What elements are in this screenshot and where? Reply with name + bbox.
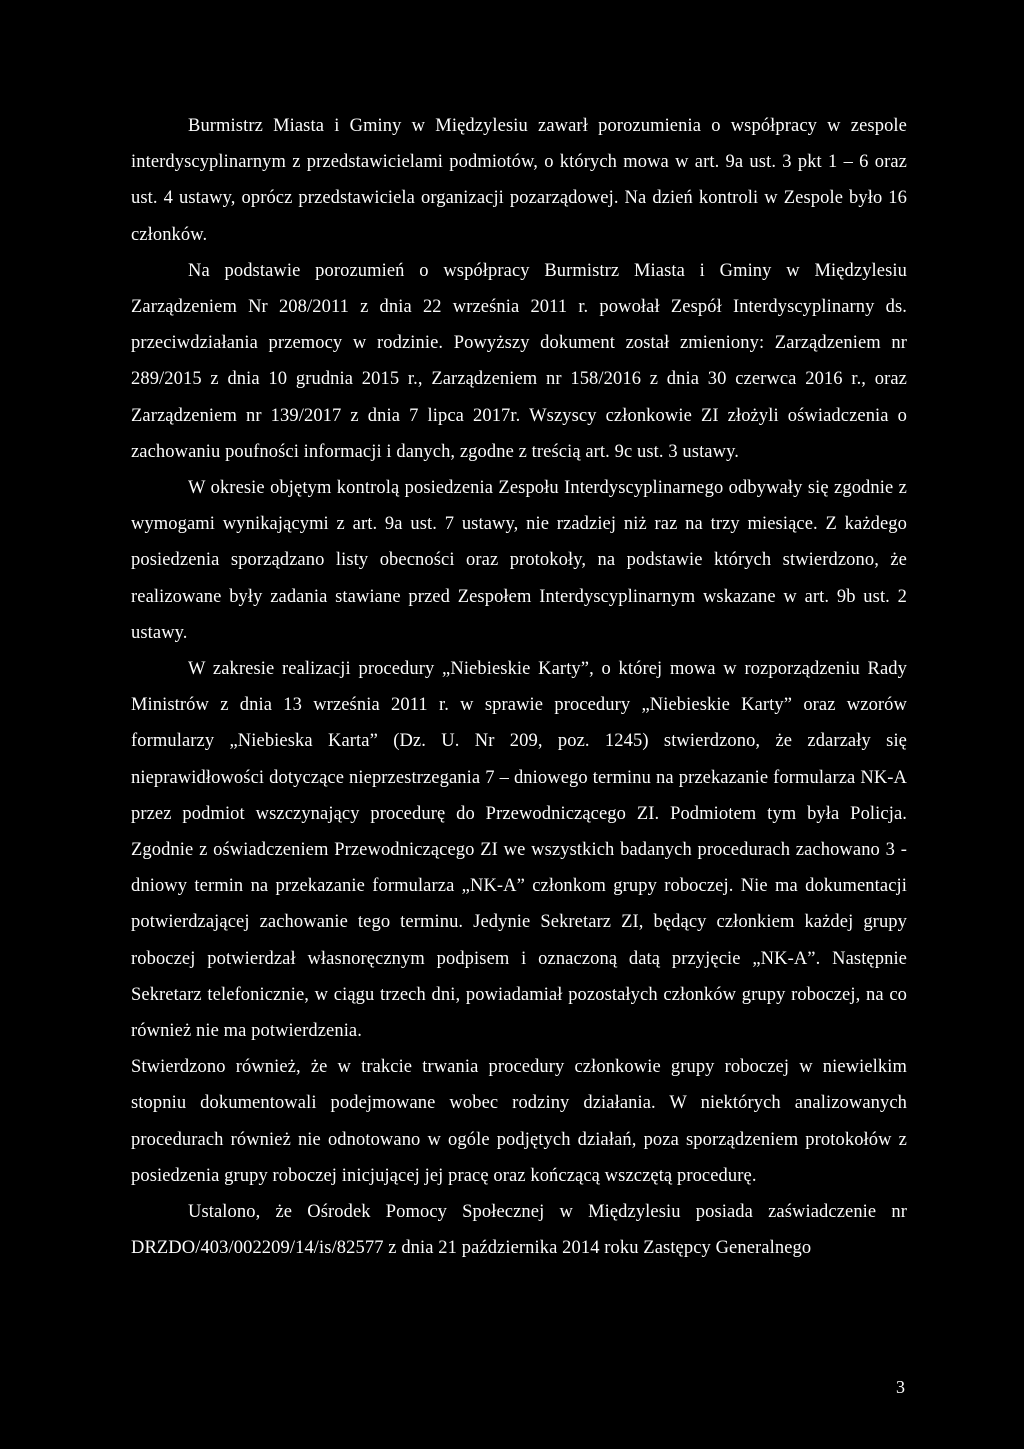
paragraph-2: Na podstawie porozumień o współpracy Burmistrz Miasta i Gminy w Międzylesiu Zarządzeniem Nr 208/2011 z dnia 22 września 2011 r. powołał Zespół Interdyscyplinarny ds. przeciwdziałania przemocy w rodzinie. Powyższy dokument został zmieniony: Zarządzeniem nr 289/2015 z dnia 10 grudnia 2015 r., Zarządzeniem nr 158/2016 z dnia 30 czerwca 2016 r., oraz Zarządzeniem nr 139/2017 z dnia 7 lipca 2017r. Wszyscy członkowie ZI złożyli oświadczenia o zachowaniu poufności informacji i danych, zgodne z treścią art. 9c ust. 3 ustawy. — [131, 260, 907, 462]
paragraph-3: W okresie objętym kontrolą posiedzenia Zespołu Interdyscyplinarnego odbywały się zgodnie z wymogami wynikającymi z art. 9a ust. 7 ustawy, nie rzadziej niż raz na trzy miesiące. Z każdego posiedzenia sporządzano listy obecności oraz protokoły, na podstawie których stwierdzono, że realizowane były zadania stawiane przed Zespołem Interdyscyplinarnym wskazane w art. 9b ust. 2 ustawy. — [131, 478, 907, 643]
paragraph-6: Ustalono, że Ośrodek Pomocy Społecznej w Międzylesiu posiada zaświadczenie nr DRZDO/403/002209/14/is/82577 z dnia 21 października 2014 roku Zastępcy Generalnego — [131, 1202, 907, 1259]
paragraph-4: W zakresie realizacji procedury „Niebieskie Karty”, o której mowa w rozporządzeniu Rady Ministrów z dnia 13 września 2011 r. w sprawie procedury „Niebieskie Karty” oraz wzorów formularzy „Niebieska Karta” (Dz. U. Nr 209, poz. 1245) stwierdzono, że zdarzały się nieprawidłowości dotyczące nieprzestrzegania 7 – dniowego terminu na przekazanie formularza NK-A przez podmiot wszczynający procedurę do Przewodniczącego ZI. Podmiotem tym była Policja. Zgodnie z oświadczeniem Przewodniczącego ZI we wszystkich badanych procedurach zachowano 3 - dniowy termin na przekazanie formularza „NK-A” członkom grupy roboczej. Nie ma dokumentacji potwierdzającej zachowanie tego terminu. Jedynie Sekretarz ZI, będący członkiem każdej grupy roboczej potwierdzał własnoręcznym podpisem i oznaczoną datą przyjęcie „NK-A”. Następnie Sekretarz telefonicznie, w ciągu trzech dni, powiadamiał pozostałych członków grupy roboczej, na co również nie ma potwierdzenia. — [131, 659, 907, 1042]
page-number: 3 — [896, 1377, 905, 1397]
document-body — [131, 108, 907, 1267]
paragraph-5: Stwierdzono również, że w trakcie trwania procedury członkowie grupy roboczej w niewielkim stopniu dokumentowali podejmowane wobec rodziny działania. W niektórych analizowanych procedurach również nie odnotowano w ogóle podjętych działań, poza sporządzeniem protokołów z posiedzenia grupy roboczej inicjującej jej pracę oraz kończącą wszczętą procedurę. — [131, 1057, 907, 1186]
paragraph-1: Burmistrz Miasta i Gminy w Międzylesiu zawarł porozumienia o współpracy w zespole interdyscyplinarnym z przedstawicielami podmiotów, o których mowa w art. 9a ust. 3 pkt 1 – 6 oraz ust. 4 ustawy, oprócz przedstawiciela organizacji pozarządowej. Na dzień kontroli w Zespole było 16 członków. — [131, 116, 907, 245]
